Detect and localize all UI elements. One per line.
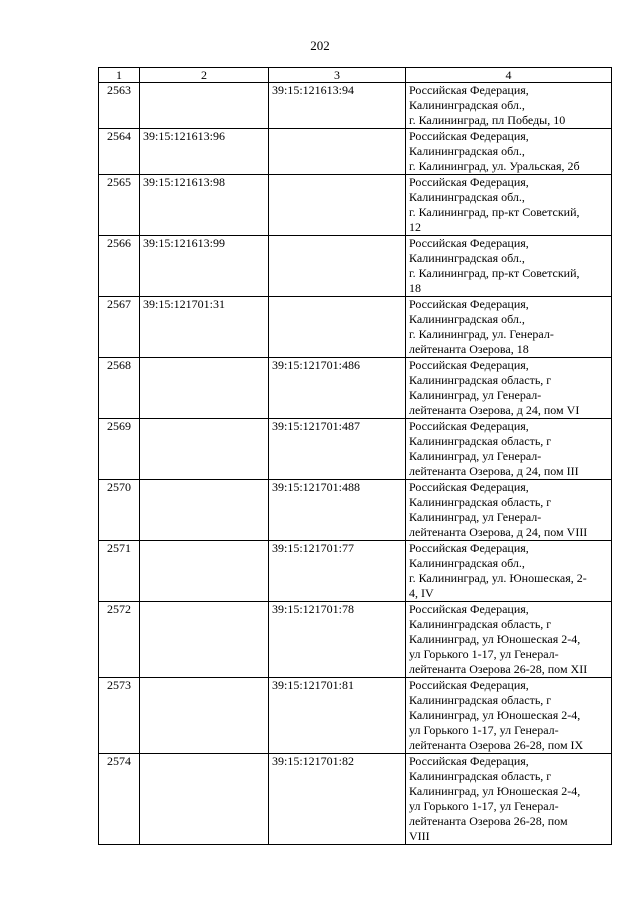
cadastral-number-column-2: 39:15:121613:98 bbox=[140, 175, 269, 236]
address-line: Российская Федерация, bbox=[409, 358, 529, 372]
address-line: лейтенанта Озерова, д 24, пом III bbox=[409, 464, 579, 478]
address-line: Калининград, ул Юношеская 2-4, bbox=[409, 708, 581, 722]
address-line: VIII bbox=[409, 829, 430, 843]
address-cell bbox=[406, 297, 612, 358]
address-line: г. Калининград, ул. Уральская, 2б bbox=[409, 159, 580, 173]
registry-table-body bbox=[99, 68, 612, 845]
page-number: 202 bbox=[310, 38, 330, 53]
address-line: г. Калининград, ул. Генерал- bbox=[409, 327, 554, 341]
address-line: Российская Федерация, bbox=[409, 175, 529, 189]
row-number: 2570 bbox=[99, 480, 140, 541]
cadastral-number-column-2 bbox=[140, 480, 269, 541]
address-cell bbox=[406, 419, 612, 480]
cadastral-number-column-3 bbox=[269, 129, 406, 175]
address-line: 12 bbox=[409, 220, 421, 234]
cadastral-number-column-2: 39:15:121701:31 bbox=[140, 297, 269, 358]
cadastral-number-column-3: 39:15:121701:78 bbox=[269, 602, 406, 678]
cadastral-number-column-3: 39:15:121701:488 bbox=[269, 480, 406, 541]
address-line: г. Калининград, пр-кт Советский, bbox=[409, 205, 580, 219]
cadastral-number-column-3: 39:15:121701:82 bbox=[269, 754, 406, 845]
row-number: 2566 bbox=[99, 236, 140, 297]
address-line: Российская Федерация, bbox=[409, 480, 529, 494]
cadastral-number-column-2 bbox=[140, 83, 269, 129]
address-cell bbox=[406, 678, 612, 754]
address-line: Российская Федерация, bbox=[409, 129, 529, 143]
address-line: Калининградская обл., bbox=[409, 98, 525, 112]
cadastral-number-column-2 bbox=[140, 419, 269, 480]
row-number: 2564 bbox=[99, 129, 140, 175]
address-line: Калининградская обл., bbox=[409, 144, 525, 158]
table-row bbox=[99, 175, 612, 236]
address-line: Российская Федерация, bbox=[409, 236, 529, 250]
address-line: лейтенанта Озерова, 18 bbox=[409, 342, 529, 356]
row-number: 2571 bbox=[99, 541, 140, 602]
registry-table bbox=[98, 67, 612, 845]
cadastral-number-column-3 bbox=[269, 297, 406, 358]
address-cell bbox=[406, 358, 612, 419]
column-header-2: 2 bbox=[140, 68, 269, 83]
cadastral-number-column-2 bbox=[140, 678, 269, 754]
address-line: Калининградская область, г bbox=[409, 495, 552, 509]
address-line: Калининградская обл., bbox=[409, 312, 525, 326]
table-row bbox=[99, 480, 612, 541]
table-row bbox=[99, 602, 612, 678]
address-line: г. Калининград, пр-кт Советский, bbox=[409, 266, 580, 280]
address-line: Калининградская область, г bbox=[409, 617, 552, 631]
address-line: Российская Федерация, bbox=[409, 419, 529, 433]
address-line: Российская Федерация, bbox=[409, 602, 529, 616]
address-line: 4, IV bbox=[409, 586, 434, 600]
cadastral-number-column-3: 39:15:121613:94 bbox=[269, 83, 406, 129]
address-line: Калининградская область, г bbox=[409, 693, 552, 707]
cadastral-number-column-3 bbox=[269, 175, 406, 236]
table-row bbox=[99, 358, 612, 419]
address-line: ул Горького 1-17, ул Генерал- bbox=[409, 799, 559, 813]
table-row bbox=[99, 297, 612, 358]
address-line: Российская Федерация, bbox=[409, 83, 529, 97]
row-number: 2574 bbox=[99, 754, 140, 845]
cadastral-number-column-2: 39:15:121613:96 bbox=[140, 129, 269, 175]
table-row bbox=[99, 754, 612, 845]
cadastral-number-column-2 bbox=[140, 754, 269, 845]
cadastral-number-column-3 bbox=[269, 236, 406, 297]
row-number: 2569 bbox=[99, 419, 140, 480]
cadastral-number-column-3: 39:15:121701:487 bbox=[269, 419, 406, 480]
cadastral-number-column-3: 39:15:121701:81 bbox=[269, 678, 406, 754]
cadastral-number-column-3: 39:15:121701:486 bbox=[269, 358, 406, 419]
table-row bbox=[99, 419, 612, 480]
address-line: Калининград, ул Генерал- bbox=[409, 510, 542, 524]
cadastral-number-column-2 bbox=[140, 602, 269, 678]
address-line: Калининградская область, г bbox=[409, 373, 552, 387]
address-line: Калининградская область, г bbox=[409, 769, 552, 783]
column-header-1: 1 bbox=[99, 68, 140, 83]
address-line: Российская Федерация, bbox=[409, 297, 529, 311]
address-line: Калининградская обл., bbox=[409, 251, 525, 265]
address-line: Российская Федерация, bbox=[409, 541, 529, 555]
table-header-row bbox=[99, 68, 612, 83]
table-row bbox=[99, 678, 612, 754]
address-line: лейтенанта Озерова 26-28, пом XII bbox=[409, 662, 588, 676]
cadastral-number-column-2 bbox=[140, 358, 269, 419]
table-row bbox=[99, 83, 612, 129]
address-cell bbox=[406, 236, 612, 297]
address-line: Российская Федерация, bbox=[409, 678, 529, 692]
table-row bbox=[99, 129, 612, 175]
address-line: Калининградская обл., bbox=[409, 556, 525, 570]
table-row bbox=[99, 236, 612, 297]
address-cell bbox=[406, 175, 612, 236]
address-cell bbox=[406, 541, 612, 602]
row-number: 2563 bbox=[99, 83, 140, 129]
address-line: лейтенанта Озерова 26-28, пом bbox=[409, 814, 568, 828]
address-line: 18 bbox=[409, 281, 421, 295]
address-cell bbox=[406, 602, 612, 678]
address-line: г. Калининград, ул. Юношеская, 2- bbox=[409, 571, 587, 585]
address-line: лейтенанта Озерова 26-28, пом IX bbox=[409, 738, 584, 752]
address-line: Калининградская область, г bbox=[409, 434, 552, 448]
address-line: Калининградская обл., bbox=[409, 190, 525, 204]
cadastral-number-column-2: 39:15:121613:99 bbox=[140, 236, 269, 297]
row-number: 2572 bbox=[99, 602, 140, 678]
address-line: лейтенанта Озерова, д 24, пом VIII bbox=[409, 525, 588, 539]
address-cell bbox=[406, 480, 612, 541]
address-line: Калининград, ул Юношеская 2-4, bbox=[409, 784, 581, 798]
row-number: 2568 bbox=[99, 358, 140, 419]
address-cell bbox=[406, 754, 612, 845]
address-line: Калининград, ул Юношеская 2-4, bbox=[409, 632, 581, 646]
address-line: ул Горького 1-17, ул Генерал- bbox=[409, 723, 559, 737]
address-line: Российская Федерация, bbox=[409, 754, 529, 768]
row-number: 2565 bbox=[99, 175, 140, 236]
column-header-3: 3 bbox=[269, 68, 406, 83]
address-line: Калининград, ул Генерал- bbox=[409, 449, 542, 463]
address-line: лейтенанта Озерова, д 24, пом VI bbox=[409, 403, 580, 417]
row-number: 2573 bbox=[99, 678, 140, 754]
address-line: г. Калининград, пл Победы, 10 bbox=[409, 113, 566, 127]
column-header-4: 4 bbox=[406, 68, 612, 83]
address-line: Калининград, ул Генерал- bbox=[409, 388, 542, 402]
address-cell bbox=[406, 129, 612, 175]
address-line: ул Горького 1-17, ул Генерал- bbox=[409, 647, 559, 661]
cadastral-number-column-3: 39:15:121701:77 bbox=[269, 541, 406, 602]
address-cell bbox=[406, 83, 612, 129]
cadastral-number-column-2 bbox=[140, 541, 269, 602]
row-number: 2567 bbox=[99, 297, 140, 358]
table-row bbox=[99, 541, 612, 602]
